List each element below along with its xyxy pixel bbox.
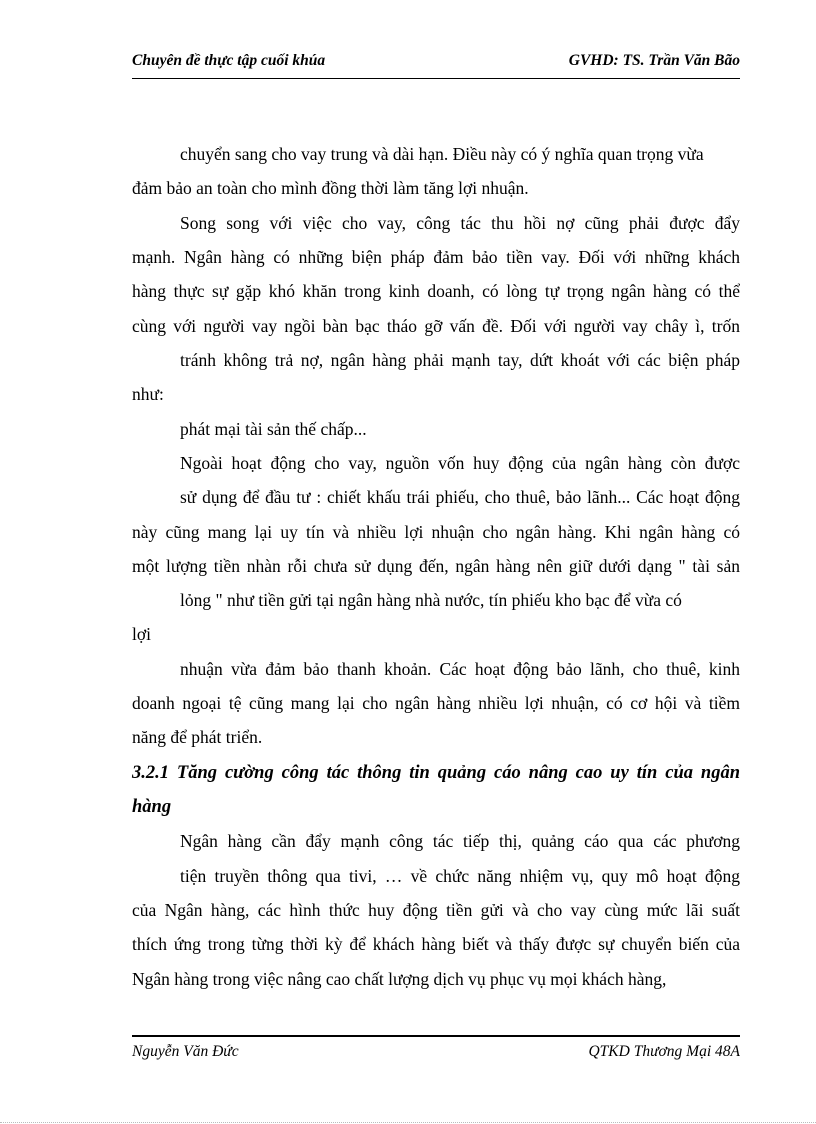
text-line: doanh ngoại tệ cũng mang lại cho ngân hàng nhiều lợi nhuận, có cơ hội và tiềm: [132, 693, 740, 713]
text-line: nhuận vừa đảm bảo thanh khoản. Các hoạt động bảo lãnh, cho thuê, kinh: [180, 659, 740, 679]
text-line: Song song với việc cho vay, công tác thu hồi nợ cũng phải được đẩy: [180, 213, 740, 233]
text-line: tránh không trả nợ, ngân hàng phải mạnh tay, dứt khoát với các biện pháp: [180, 350, 740, 370]
text-line: năng để phát triển.: [132, 727, 263, 747]
text-line: sử dụng để đầu tư : chiết khấu trái phiếu, cho thuê, bảo lãnh... Các hoạt động: [180, 487, 740, 507]
text-line: Ngân hàng cần đẩy mạnh công tác tiếp thị, quảng cáo qua các phương: [180, 831, 740, 851]
footer-author: Nguyễn Văn Đức: [132, 1043, 239, 1060]
text-line: đảm bảo an toàn cho mình đồng thời làm tăng lợi nhuận.: [132, 178, 529, 198]
header-title: Chuyên đề thực tập cuối khúa: [132, 52, 326, 69]
text-line: hàng thực sự gặp khó khăn trong kinh doanh, có lòng tự trọng ngân hàng có thể: [132, 281, 740, 301]
footer-class: QTKD Thương Mại 48A: [588, 1043, 740, 1060]
section-heading: 3.2.1 Tăng cường công tác thông tin quảng cáo nâng cao uy tín của ngân: [132, 763, 740, 783]
text-line: Ngân hàng trong việc nâng cao chất lượng dịch vụ phục vụ mọi khách hàng,: [132, 969, 667, 989]
text-line: tiện truyền thông qua tivi, … về chức năng nhiệm vụ, quy mô hoạt động: [180, 866, 740, 886]
section-heading-continuation: hàng: [132, 797, 172, 817]
header-supervisor: GVHD: TS. Trần Văn Bão: [568, 52, 740, 69]
text-line: chuyển sang cho vay trung và dài hạn. Điều này có ý nghĩa quan trọng vừa: [180, 144, 704, 164]
text-line: lợi: [132, 624, 151, 644]
page-header: [132, 50, 740, 79]
text-line: thích ứng trong từng thời kỳ để khách hàng biết và thấy được sự chuyển biến của: [132, 934, 740, 954]
text-line: lỏng " như tiền gửi tại ngân hàng nhà nước, tín phiếu kho bạc để vừa có: [180, 590, 682, 610]
text-line: phát mại tài sản thế chấp...: [180, 419, 367, 439]
text-line: một lượng tiền nhàn rỗi chưa sử dụng đến, ngân hàng nên giữ dưới dạng " tài sản: [132, 556, 740, 576]
text-line: này cũng mang lại uy tín và nhiều lợi nhuận cho ngân hàng. Khi ngân hàng có: [132, 522, 740, 542]
text-line: Ngoài hoạt động cho vay, nguồn vốn huy động của ngân hàng còn được: [180, 453, 740, 473]
text-line: của Ngân hàng, các hình thức huy động tiền gửi và cho vay cùng mức lãi suất: [132, 900, 740, 920]
text-line: như:: [132, 384, 164, 404]
page-footer: [132, 1035, 740, 1065]
text-line: mạnh. Ngân hàng có những biện pháp đảm bảo tiền vay. Đối với những khách: [132, 247, 740, 267]
text-line: cùng với người vay ngồi bàn bạc tháo gỡ vấn đề. Đối với người vay chây ì, trốn: [132, 316, 740, 336]
